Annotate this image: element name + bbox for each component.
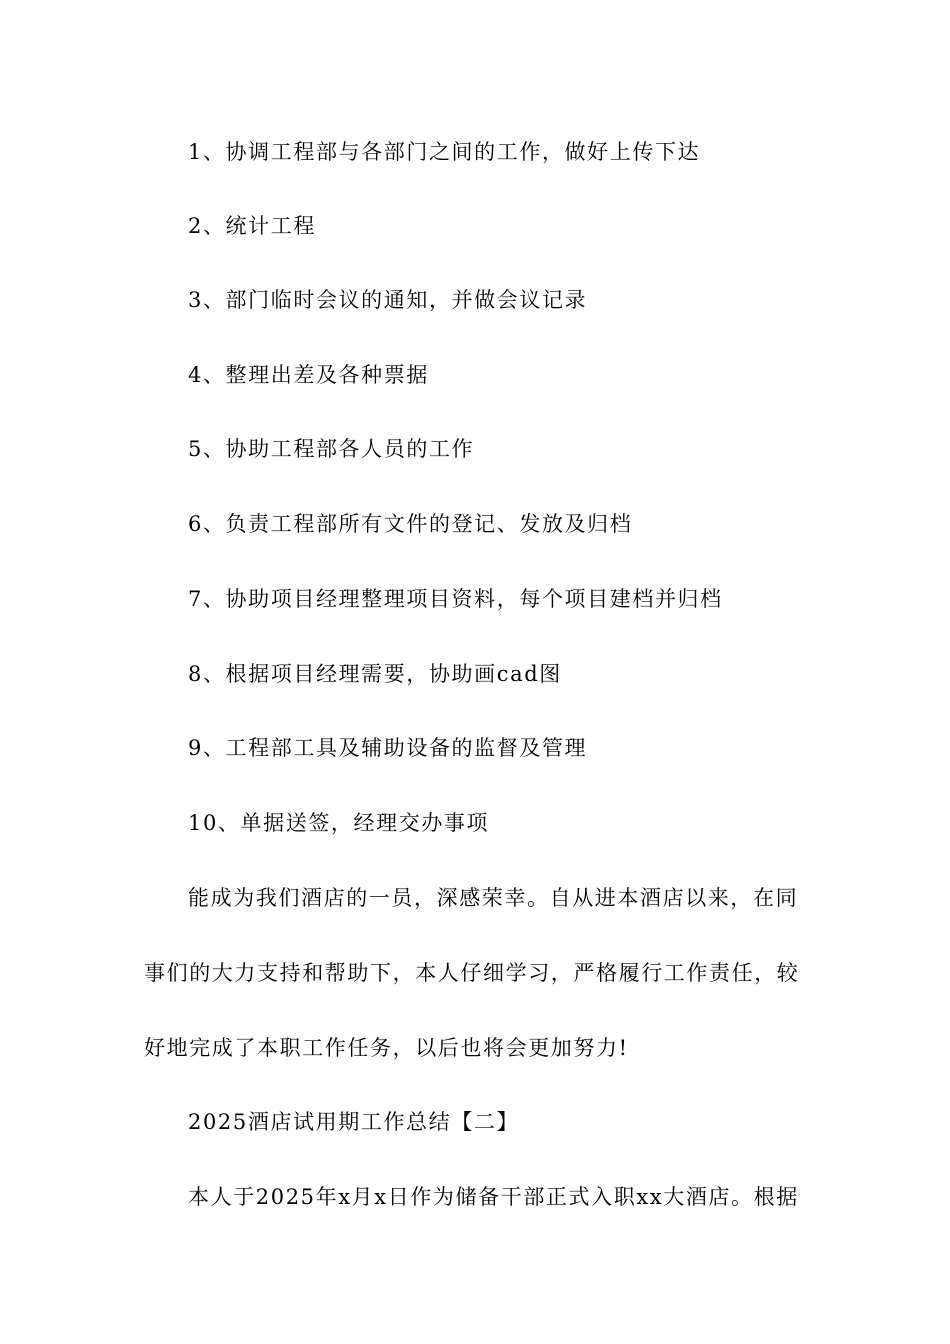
list-item-6: 6、负责工程部所有文件的登记、发放及归档 bbox=[188, 512, 633, 536]
list-item-1: 1、协调工程部与各部门之间的工作，做好上传下达 bbox=[188, 140, 701, 164]
paragraph-2-line-1: 本人于2025年x月x日作为储备干部正式入职xx大酒店。根据 bbox=[188, 1185, 799, 1209]
list-item-7: 7、协助项目经理整理项目资料，每个项目建档并归档 bbox=[188, 587, 723, 611]
list-item-5: 5、协助工程部各人员的工作 bbox=[188, 437, 475, 461]
list-item-8: 8、根据项目经理需要，协助画cad图 bbox=[188, 662, 562, 686]
list-item-4: 4、整理出差及各种票据 bbox=[188, 363, 429, 387]
list-item-10: 10、单据送签，经理交办事项 bbox=[188, 811, 490, 835]
list-item-9: 9、工程部工具及辅助设备的监督及管理 bbox=[188, 736, 588, 760]
list-item-2: 2、统计工程 bbox=[188, 214, 316, 238]
paragraph-1-line-2: 事们的大力支持和帮助下，本人仔细学习，严格履行工作责任，较 bbox=[144, 961, 800, 985]
list-item-3: 3、部门临时会议的通知，并做会议记录 bbox=[188, 288, 588, 312]
paragraph-1-line-3: 好地完成了本职工作任务，以后也将会更加努力! bbox=[144, 1036, 629, 1060]
paragraph-1-line-1: 能成为我们酒店的一员，深感荣幸。自从进本酒店以来，在同 bbox=[188, 886, 799, 910]
section-heading: 2025酒店试用期工作总结【二】 bbox=[188, 1110, 520, 1134]
